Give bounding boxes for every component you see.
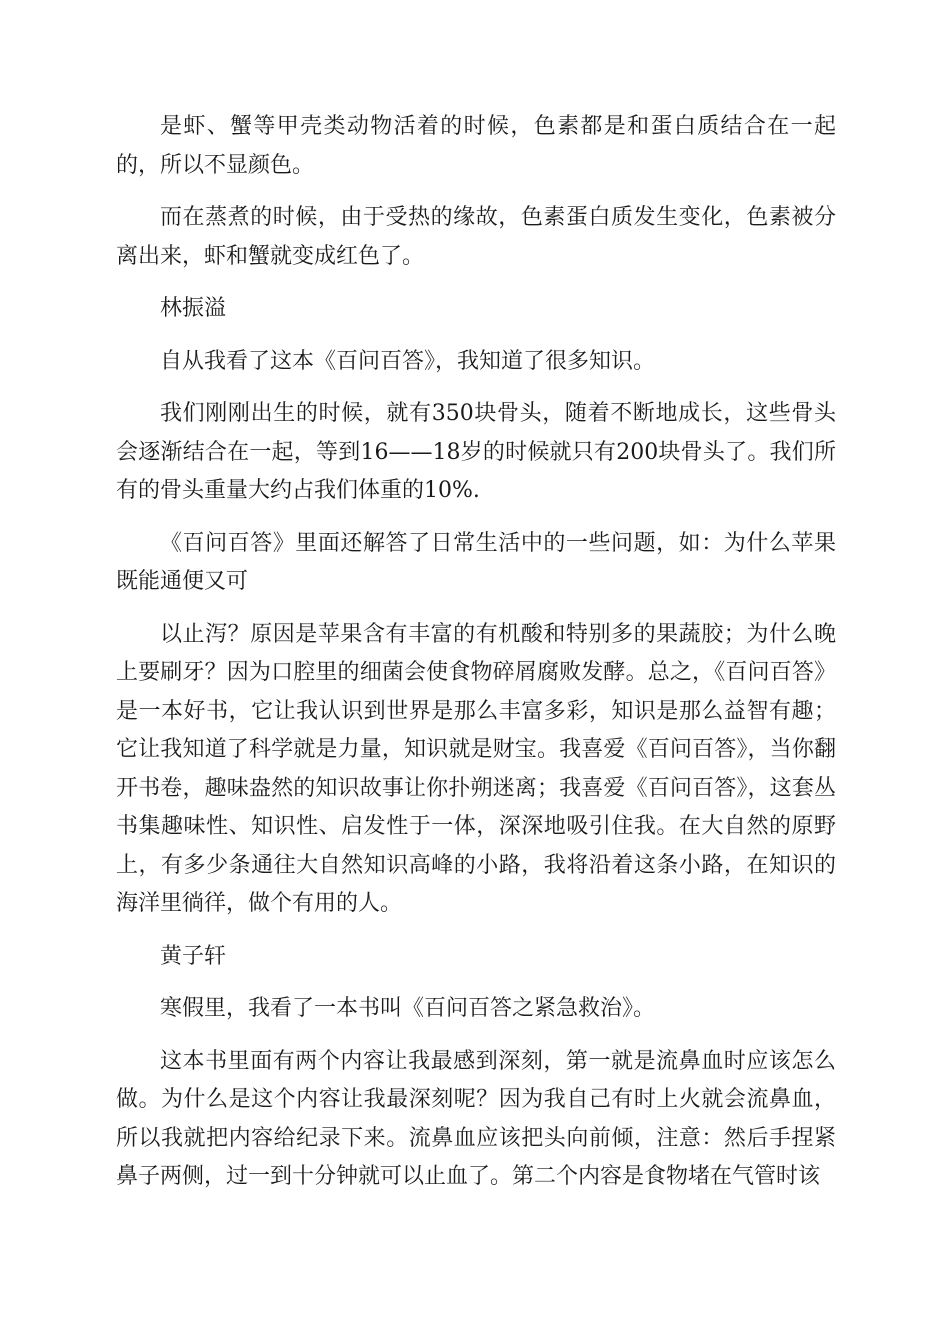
author-name-lin: 林振溢	[160, 296, 227, 321]
paragraph-apple-summary: 以止泻？原因是苹果含有丰富的有机酸和特别多的果蔬胶；为什么晚上要刷牙？因为口腔里的细菌会使食物碎屑腐败发酵。总之，《百问百答》是一本好书，它让我认识到世界是那么丰富多彩，知识是那么益智有趣；它让我知道了科学就是力量，知识就是财宝。我喜爱《百问百答》，当你翻开书卷，趣味盎然的知识故事让你扑朔迷离；我喜爱《百问百答》，这套丛书集趣味性、知识性、启发性于一体，深深地吸引住我。在大自然的原野上，有多少条通往大自然知识高峰的小路，我将沿着这条小路，在知识的海洋里徜徉，做个有用的人。	[116, 621, 836, 916]
paragraph-nosebleed: 这本书里面有两个内容让我最感到深刻，第一就是流鼻血时应该怎么做。为什么是这个内容让我最深刻呢？因为我自己有时上火就会流鼻血，所以我就把内容给纪录下来。流鼻血应该把头向前倾，注意：然后手捏紧鼻子两侧，过一到十分钟就可以止血了。第二个内容是食物堵在气管时该	[116, 1048, 836, 1189]
paragraph-bones: 我们刚刚出生的时候，就有350块骨头，随着不断地成长，这些骨头会逐渐结合在一起，等到16——18岁的时候就只有200块骨头了。我们所有的骨头重量大约占我们体重的10%.	[116, 401, 836, 503]
paragraph-steaming: 而在蒸煮的时候，由于受热的缘故，色素蛋白质发生变化，色素被分离出来，虾和蟹就变成红色了。	[116, 205, 836, 269]
author-name-huang: 黄子轩	[160, 943, 227, 969]
paragraph-winter-book: 寒假里，我看了一本书叫《百问百答之紧急救治》。	[160, 996, 656, 1021]
paragraph-daily-questions: 《百问百答》里面还解答了日常生活中的一些问题，如：为什么苹果既能通便又可	[116, 530, 836, 594]
paragraph-book-intro: 自从我看了这本《百问百答》，我知道了很多知识。	[160, 348, 656, 374]
document-body	[116, 108, 836, 1211]
paragraph-shrimp-color: 是虾、蟹等甲壳类动物活着的时候，色素都是和蛋白质结合在一起的，所以不显颜色。	[116, 114, 836, 178]
